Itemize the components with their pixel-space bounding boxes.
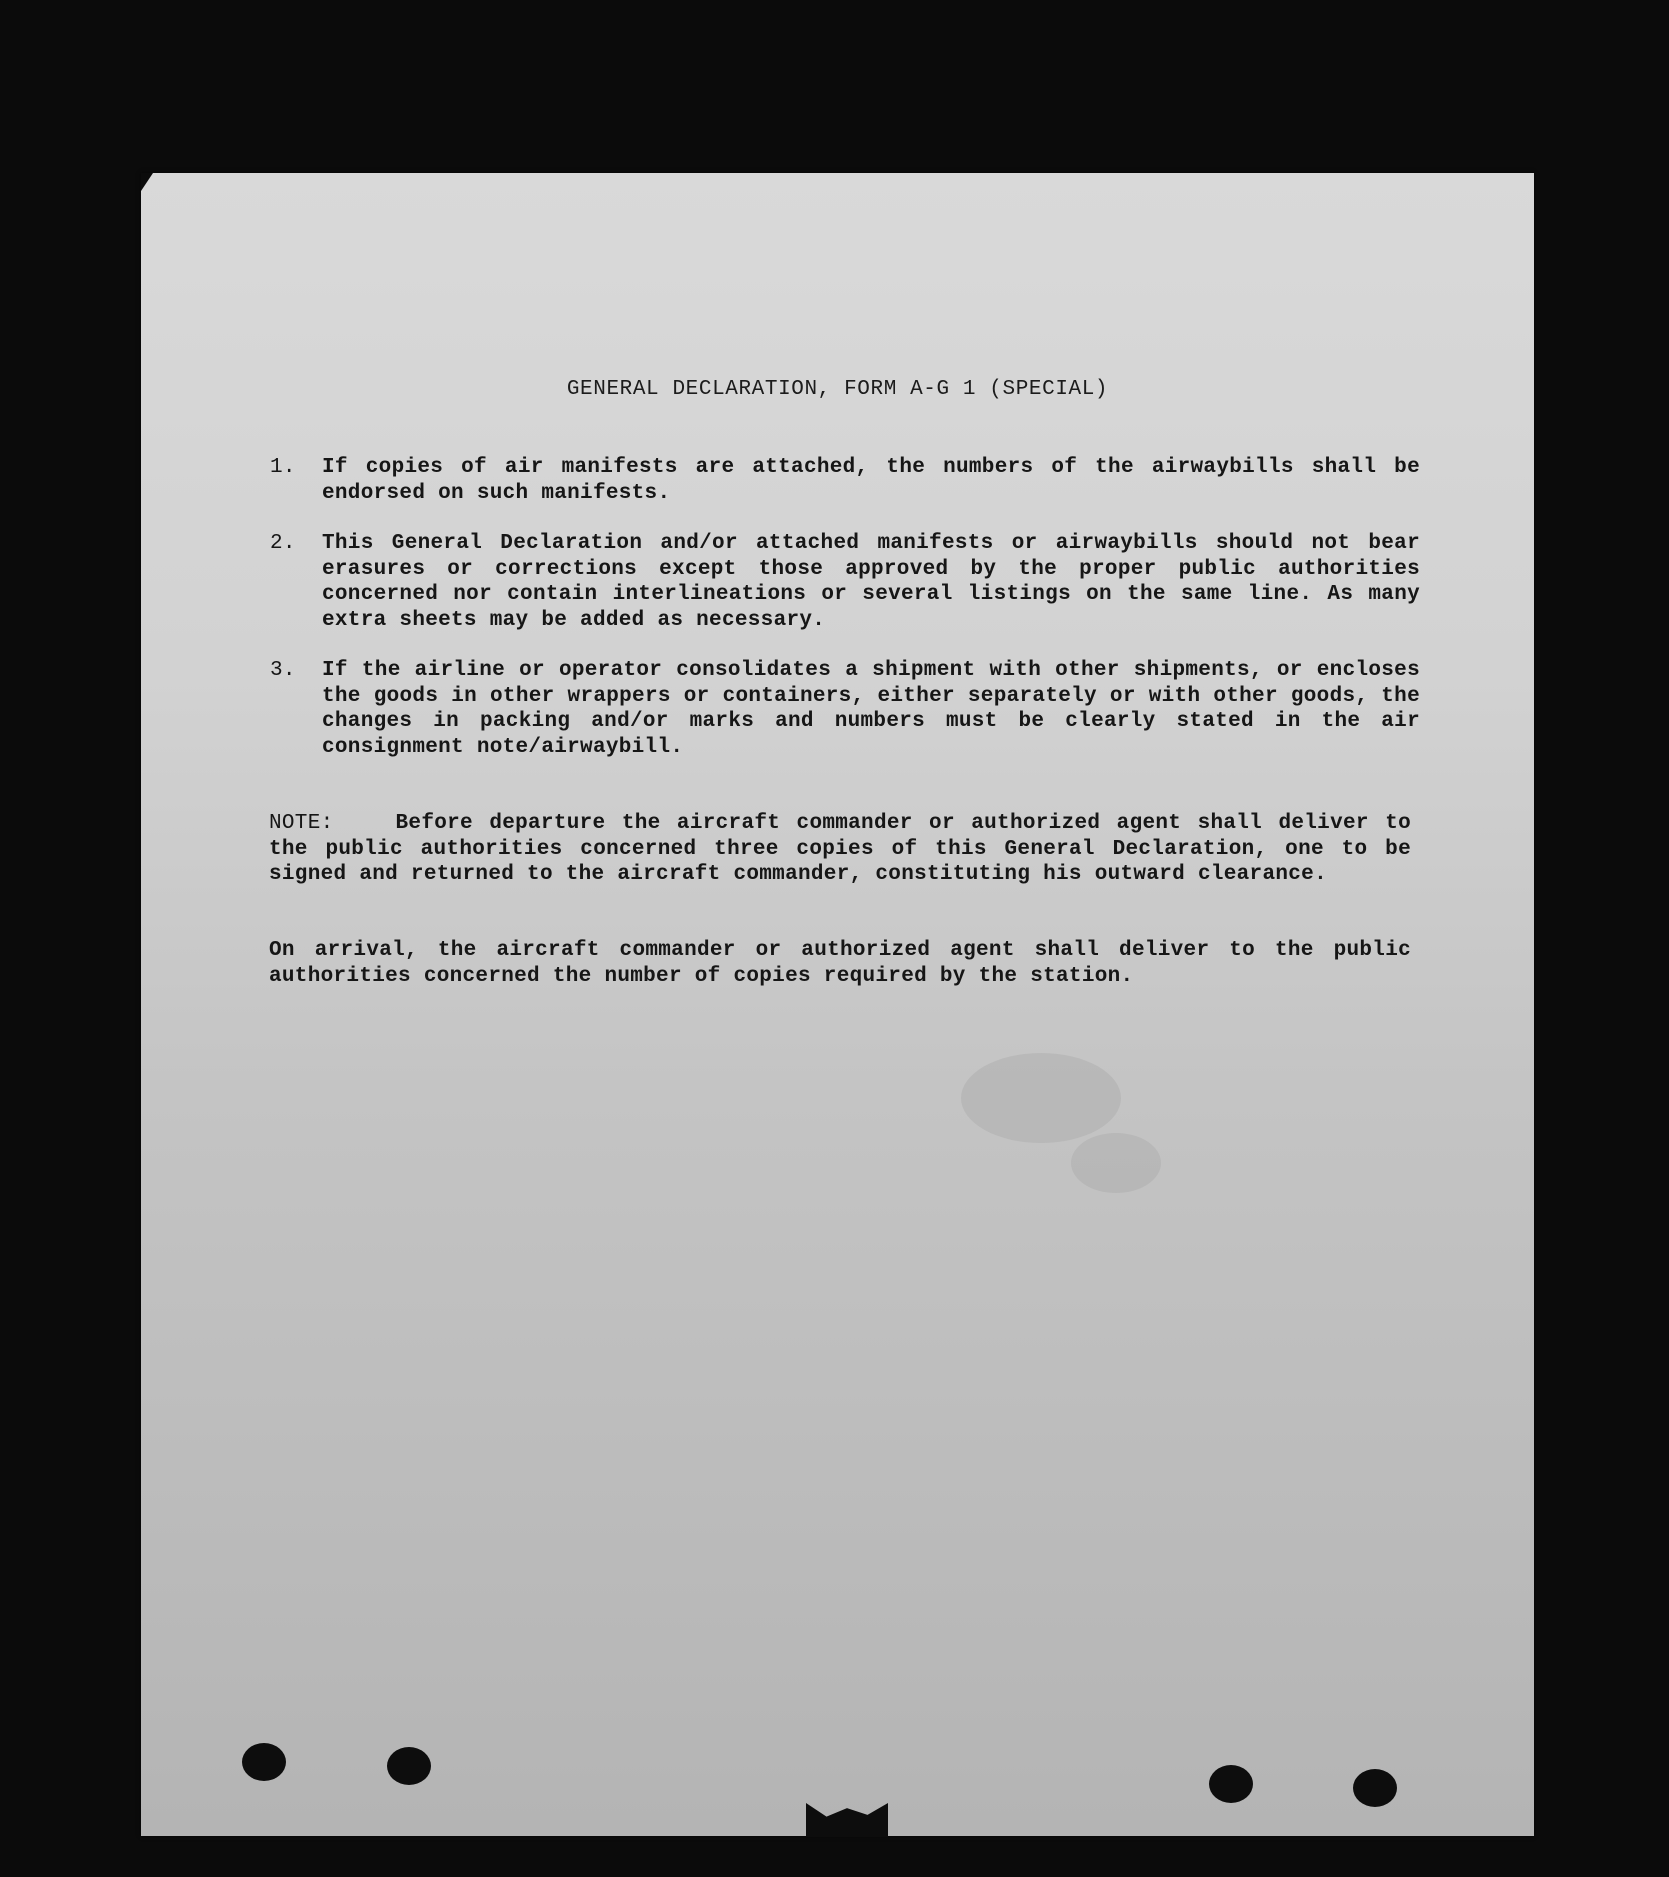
instruction-item-1 <box>270 455 1420 506</box>
punch-hole <box>1209 1765 1253 1803</box>
document-page <box>141 173 1534 1836</box>
note-text: Before departure the aircraft commander or authorized agent shall deliver to the public authorities concerned three copies of this General Declaration, one to be signed and returned to the aircraft commander, constituting his outward clearance. <box>269 812 1411 886</box>
note-paragraph <box>269 811 1411 888</box>
binding-clip <box>806 1803 888 1837</box>
instruction-item-2 <box>270 531 1420 633</box>
item-number: 1. <box>270 456 296 479</box>
paper-smudge <box>961 1053 1121 1143</box>
punch-hole <box>387 1747 431 1785</box>
note-label: NOTE: <box>269 812 334 835</box>
instruction-item-3 <box>270 658 1420 760</box>
document-title: GENERAL DECLARATION, FORM A-G 1 (SPECIAL) <box>566 378 1109 401</box>
item-text: This General Declaration and/or attached manifests or airwaybills should not bear erasures or corrections except those approved by the proper public authorities concerned nor contain interlineations or several listings on the same line. As many extra sheets may be added as necessary. <box>322 532 1420 632</box>
arrival-text: On arrival, the aircraft commander or authorized agent shall deliver to the public authorities concerned the number of copies required by the station. <box>269 939 1411 988</box>
item-text: If the airline or operator consolidates a shipment with other shipments, or encloses the goods in other wrappers or containers, either separately or with other goods, the changes in packing and/or marks and numbers must be clearly stated in the air consignment note/airwaybill. <box>322 659 1420 759</box>
item-number: 3. <box>270 659 296 682</box>
arrival-paragraph <box>269 938 1411 989</box>
punch-hole <box>1353 1769 1397 1807</box>
punch-hole <box>242 1743 286 1781</box>
item-number: 2. <box>270 532 296 555</box>
paper-smudge <box>1071 1133 1161 1193</box>
item-text: If copies of air manifests are attached, the numbers of the airwaybills shall be endorsed on such manifests. <box>322 456 1420 505</box>
folded-corner <box>141 173 153 191</box>
